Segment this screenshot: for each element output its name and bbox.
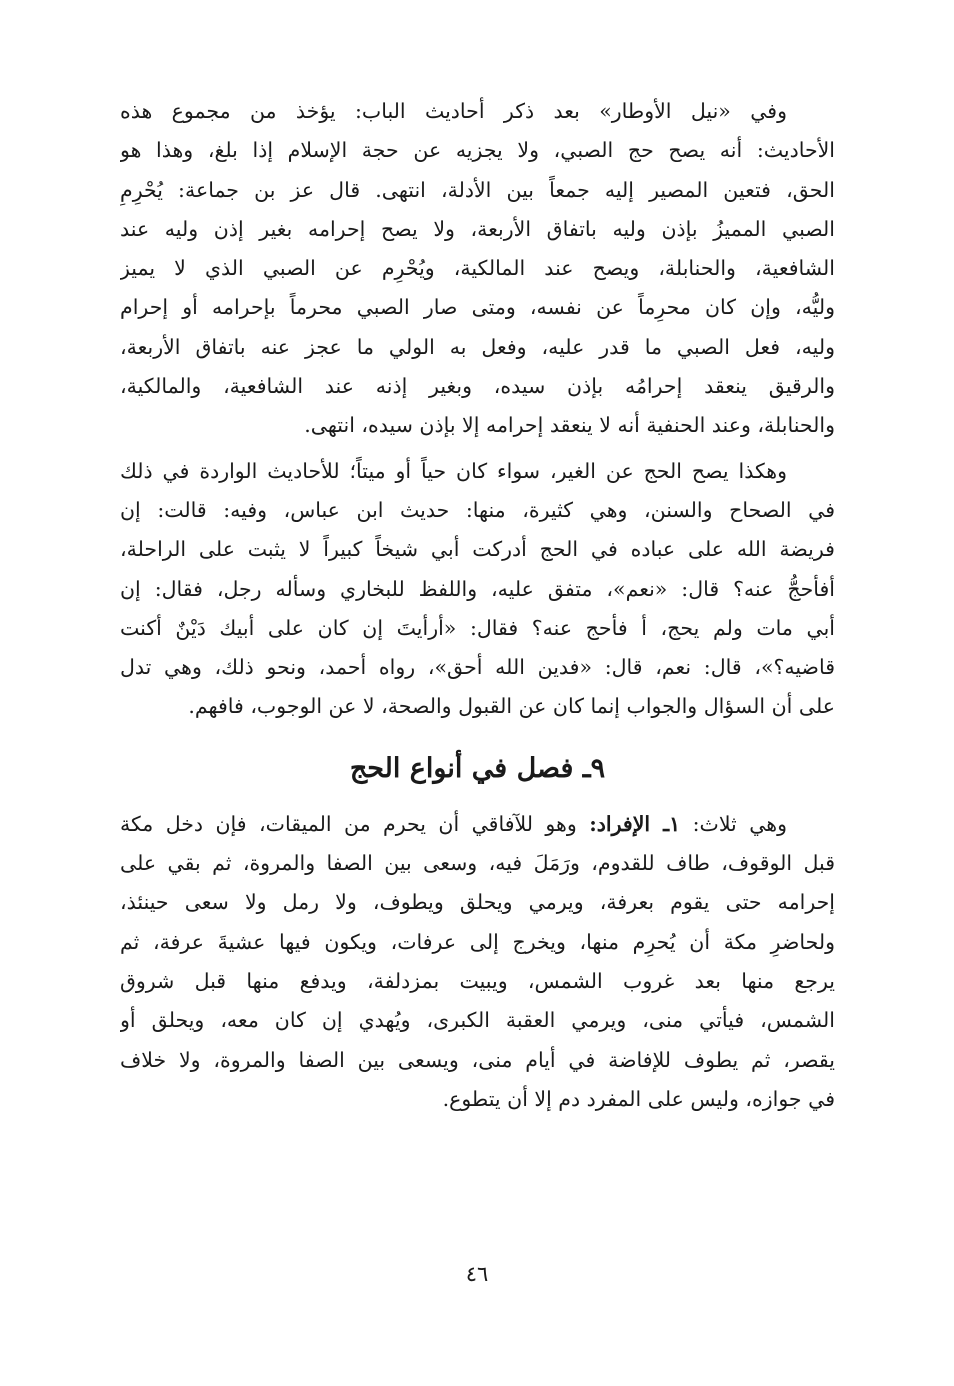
text-line: في الصحاح والسنن، وهي كثيرة، منها: حديث ابن عباس، وفيه: قالت: إن: [120, 497, 835, 522]
text-line: الصبي المميزُ بإذن وليه باتفاق الأربعة، ولا يصح إحرامه بغير إذن وليه عند: [120, 216, 835, 241]
text-line: إحرامه حتى يقوم بعرفة، ويرمي ويحلق ويطوف، ولا رمل ولا سعى حينئذ،: [120, 890, 835, 915]
text-fragment: وهي ثلاث:: [680, 811, 787, 836]
text-line: قاضيه؟»، قال: نعم، قال: «فدين الله أحق»، رواه أحمد، ونحو ذلك، وهي تدل: [120, 655, 835, 680]
text-line: فريضة الله على عباده في الحج أدركت أبي شيخاً كبيراً لا يثبت على الراحلة،: [120, 537, 835, 562]
text-fragment: وهو للآفاقي أن يحرم من الميقات، فإن دخل مكة: [120, 811, 590, 836]
paragraph-hajj-on-behalf: [120, 452, 835, 727]
page-number: ٤٦: [465, 1262, 489, 1286]
text-line: أبي مات ولم يحج، أ فأحج عنه؟ فقال: «أرأيتَ إن كان على أبيك دَيْنٌ أكنت: [120, 615, 835, 640]
text-line: على أن السؤال والجواب إنما كان عن القبول والصحة، لا عن الوجوب، فافهم.: [188, 694, 835, 719]
text-line: الأحاديث: أنه يصح حج الصبي، ولا يجزيه عن حجة الإسلام إذا بلغ، وهذا هو: [120, 138, 835, 163]
text-line: وليه، فعل الصبي ما قدر عليه، وفعل به الولي ما عجز عنه باتفاق الأربعة،: [120, 334, 835, 359]
text-line: والحنابلة، وعند الحنفية أنه لا ينعقد إحرامه إلا بإذن سيده، انتهى.: [304, 413, 835, 438]
text-line: الشمس، فيأتي منى، ويرمي العقبة الكبرى، ويُهدي إن كان معه، ويحلق أو: [120, 1008, 835, 1033]
text-line: الحق، فتعين المصير إليه جمعاً بين الأدلة، انتهى. قال عز بن جماعة: يُحْرِمِ: [120, 177, 835, 202]
text-line: ولحاضرِ مكة أن يُحرِم منها، ويخرج إلى عرفات، ويكون فيها عشيةَ عرفة، ثم: [120, 929, 835, 954]
text-line: أفأحجُّ عنه؟ قال: «نعم»، متفق عليه، واللفظ للبخاري وسأله رجل، فقال: إن: [120, 576, 835, 601]
text-line: [120, 805, 835, 844]
text-line: وهكذا يصح الحج عن الغير، سواء كان حياً أو ميتاً؛ للأحاديث الواردة في ذلك: [120, 458, 787, 483]
paragraph-nayl-al-awtar: [120, 92, 835, 446]
text-line: في جوازه، وليس على المفرد دم إلا أن يتطوع.: [442, 1086, 835, 1111]
page-body: [120, 92, 835, 1125]
text-line: يرجع منها بعد غروب الشمس، ويبيت بمزدلفة، ويدفع منها قبل شروق: [120, 968, 835, 993]
bold-term-ifrad: ١ـ الإفراد:: [589, 811, 681, 836]
paragraph-types-of-hajj: [120, 805, 835, 1119]
section-heading: ٩ـ فصل في أنواع الحج: [349, 752, 606, 784]
text-line: يقصر، ثم يطوف للإفاضة في أيام منى، ويسعى بين الصفا والمروة، ولا خلاف: [120, 1047, 835, 1072]
text-line: وليُّه، وإن كان محرِماً عن نفسه، ومتى صار الصبي محرماً بإحرامه أو إحرام: [120, 295, 835, 320]
text-line: قبل الوقوف، طاف للقدوم، ورَمَلَ فيه، وسعى بين الصفا والمروة، ثم بقي على: [120, 851, 835, 876]
text-line: الشافعية، والحنابلة، ويصح عند المالكية، ويُحْرِم عن الصبي الذي لا يميز: [120, 256, 835, 281]
text-line: وفي «نيل الأوطار» بعد ذكر أحاديث الباب: يؤخذ من مجموع هذه: [120, 99, 787, 123]
text-line: والرقيق ينعقد إحرامُه بإذن سيده، وبغير إذنه عند الشافعية، والمالكية،: [120, 374, 835, 399]
